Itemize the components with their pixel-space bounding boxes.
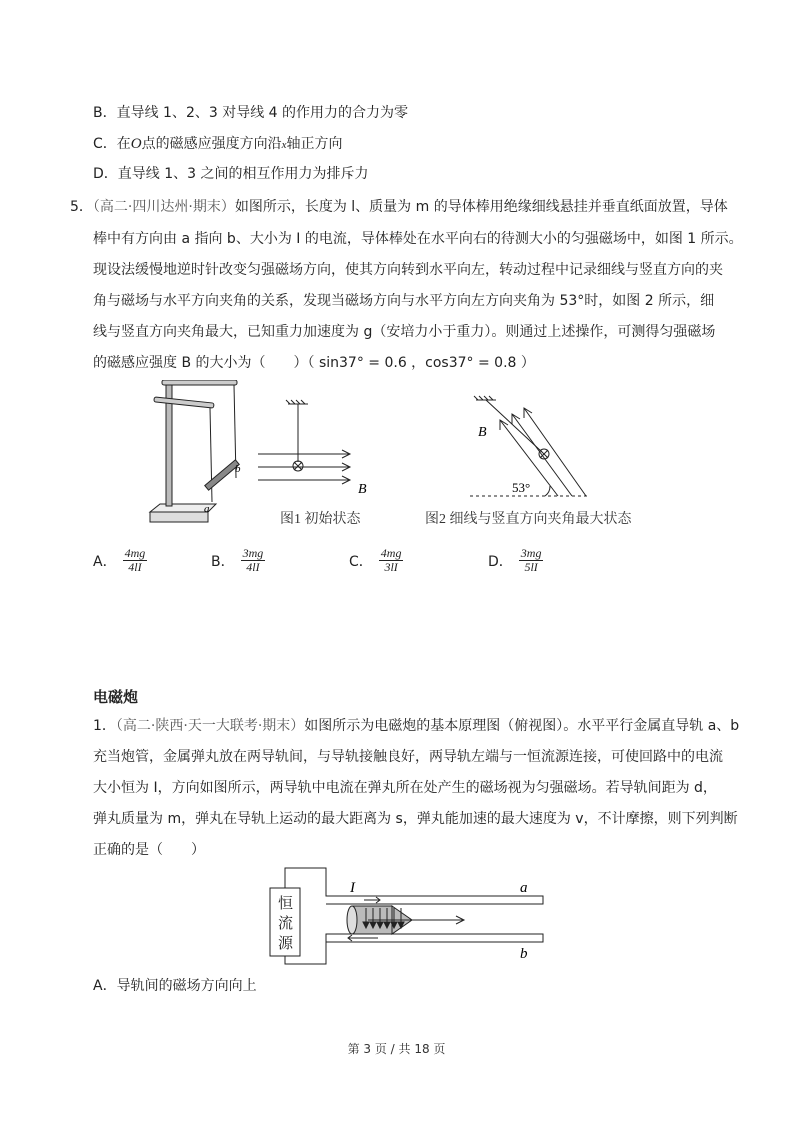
fig-label-a: a: [204, 503, 210, 515]
q5-option-d: [488, 547, 543, 574]
q1-number: 1．: [93, 718, 116, 734]
q5-option-numerator: 4mg: [380, 546, 402, 560]
q5-option-a: [93, 547, 147, 574]
fig2-angle: 53°: [512, 480, 531, 495]
q1-first-line: [93, 716, 739, 736]
q4-option-c-suffix: 轴正方向: [286, 136, 343, 152]
q4-option-c: [93, 134, 343, 155]
q5-option-letter: D．: [488, 553, 513, 570]
q5-source: （高二·四川达州·期末）: [92, 199, 235, 215]
q1-railgun-figure: [268, 862, 548, 972]
q5-option-denominator: 4lI: [128, 560, 142, 574]
q5-option-c: [349, 547, 403, 574]
q4-option-b: B．直导线 1、2、3 对导线 4 的作用力的合力为零: [93, 105, 409, 121]
q4-option-c-var2: x: [281, 139, 287, 151]
q1-source: （高二·陕西·天一大联考·期末）: [115, 718, 305, 734]
q5-option-denominator: 4lI: [246, 560, 260, 574]
q5-text-line: 角与磁场与水平方向夹角的关系，发现当磁场方向与水平方向左方向夹角为 53°时，如图 2 所示，细: [93, 293, 715, 309]
section-title: 电磁炮: [93, 688, 139, 706]
q5-option-b: [211, 547, 265, 574]
q1-text-line: 弹丸质量为 m，弹丸在导轨上运动的最大距离为 s，弹丸能加速的最大速度为 v，不计摩擦，则下列判断: [93, 811, 738, 827]
q5-text-line: 现设法缓慢地逆时针改变匀强磁场方向，使其方向转到水平向左，转动过程中记录细线与竖直方向的夹: [93, 262, 723, 278]
q5-option-letter: C．: [349, 553, 373, 570]
fig1-caption: 图1 初始状态: [280, 512, 361, 527]
fig-label-b: b: [235, 463, 241, 475]
q4-option-c-prefix: C．在: [93, 136, 131, 152]
page-footer: 第 3 页 / 共 18 页: [347, 1042, 446, 1056]
q1-text-line: 充当炮管，金属弹丸放在两导轨间，与导轨接触良好，两导轨左端与一恒流源连接，可使回路中的电流: [93, 749, 723, 765]
q5-text-line: 线与竖直方向夹角最大，已知重力加速度为 g（安培力小于重力）。则通过上述操作，可测得匀强磁场: [93, 324, 716, 340]
source-label-char: 源: [278, 936, 294, 952]
source-label-char: 流: [278, 916, 294, 932]
q5-option-denominator: 5lI: [524, 560, 538, 574]
q5-option-numerator: 3mg: [520, 546, 542, 560]
q4-option-d: D．直导线 1、3 之间的相互作用力为排斥力: [93, 166, 369, 182]
q5-option-numerator: 4mg: [124, 546, 146, 560]
q1-text-line: 正确的是（ ）: [93, 842, 205, 858]
rail-label-b: b: [520, 946, 528, 962]
q1-text-line: 如图所示为电磁炮的基本原理图（俯视图）。水平平行金属直导轨 a、b: [304, 718, 740, 734]
q4-option-c-mid: 点的磁感应强度方向沿: [141, 136, 282, 152]
q4-option-c-var: O: [130, 136, 142, 152]
fig2-label-B: B: [478, 425, 487, 440]
q5-option-numerator: 3mg: [242, 546, 264, 560]
stand-apparatus: [150, 380, 239, 522]
figure-1-diagram: [258, 400, 350, 484]
q5-first-line: [70, 197, 728, 217]
q5-text-line: 的磁感应强度 B 的大小为（ ）（ sin37° = 0.6 ，cos37° = 0.8 ）: [93, 355, 535, 371]
q5-option-letter: A．: [93, 553, 117, 570]
q5-option-fraction: [379, 547, 404, 574]
q5-option-denominator: 3lI: [384, 560, 398, 574]
q5-number: 5．: [70, 199, 93, 215]
q5-option-fraction: [241, 547, 266, 574]
q5-text-line: 棒中有方向由 a 指向 b、大小为 I 的电流，导体棒处在水平向右的待测大小的匀强磁场中，如图 1 所示。: [93, 231, 743, 247]
q5-text-line: 如图所示，长度为 l、质量为 m 的导体棒用绝缘细线悬挂并垂直纸面放置，导体: [234, 199, 728, 215]
q1-option-a: A．导轨间的磁场方向向上: [93, 978, 257, 994]
q5-figure: [140, 380, 680, 530]
current-label-I: I: [350, 880, 355, 896]
railgun-circuit: [270, 868, 543, 964]
q5-option-letter: B．: [211, 553, 235, 570]
q5-option-fraction: [519, 547, 544, 574]
fig1-label-B: B: [358, 482, 367, 497]
source-label-char: 恒: [278, 896, 294, 912]
q1-text-line: 大小恒为 I，方向如图所示，两导轨中电流在弹丸所在处产生的磁场视为匀强磁场。若导轨间距为 d，: [93, 780, 717, 796]
q5-option-fraction: [123, 547, 148, 574]
rail-label-a: a: [520, 880, 528, 896]
fig2-caption: 图2 细线与竖直方向夹角最大状态: [425, 512, 632, 527]
